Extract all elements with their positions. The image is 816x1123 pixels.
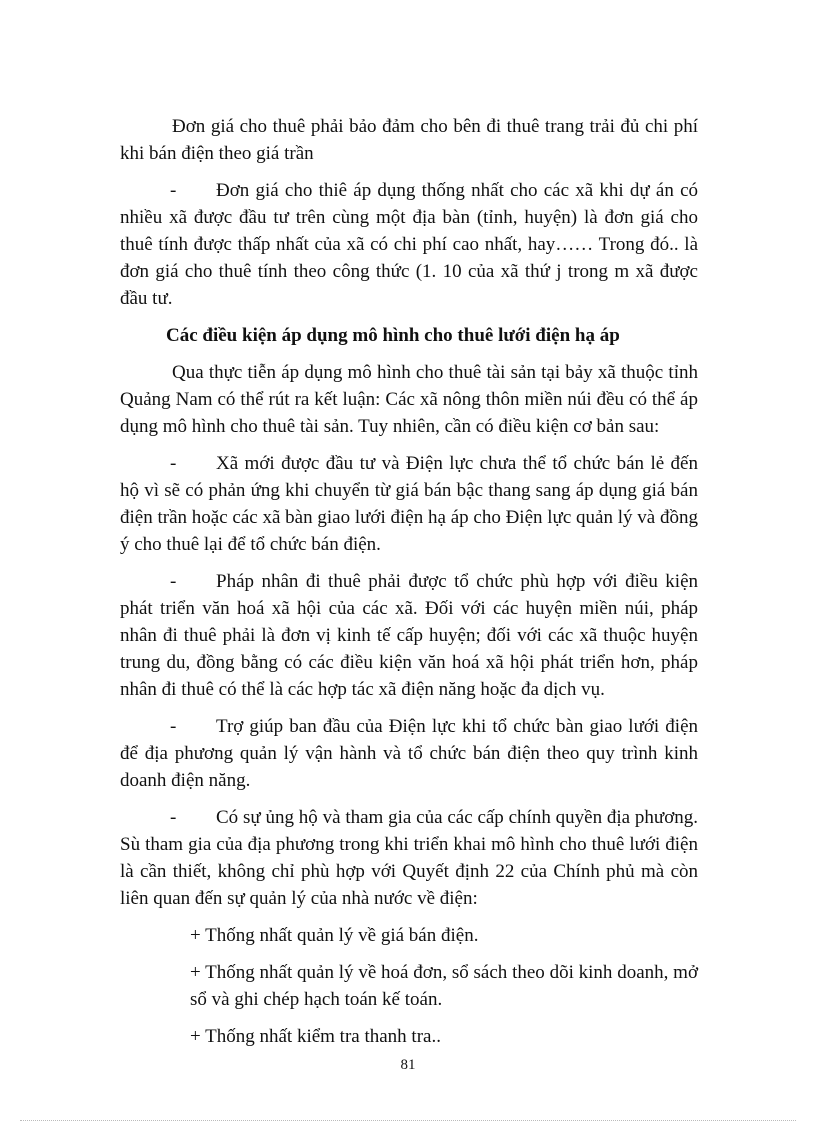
plus-item-inspection: + Thống nhất kiểm tra thanh tra..	[190, 1026, 441, 1047]
page-bottom-divider	[20, 1120, 796, 1121]
bullet-text: Pháp nhân đi thuê phải được tổ chức phù hợp với điều kiện phát triển văn hoá xã hội của các xã. Đối với các huyện miền núi, pháp nhân đi thuê phải là đơn vị kinh tế cấp huyện; đối với các xã thuộc huyện trung du, đồng bằng có các điều kiện văn hoá xã hội phát triển hơn, pháp nhân đi thuê có thể là các hợp tác xã điện năng hoặc đa dịch vụ.	[120, 571, 698, 700]
bullet-dash: -	[170, 453, 177, 474]
page-number: 81	[400, 1057, 416, 1073]
bullet-dash: -	[170, 180, 177, 201]
bullet-item-legal-entity	[120, 568, 698, 703]
bullet-dash: -	[170, 807, 177, 828]
bullet-text: Xã mới được đầu tư và Điện lực chưa thể tổ chức bán lẻ đến hộ vì sẽ có phản ứng khi chuyển từ giá bán bậc thang sang áp dụng giá bán điện trần hoặc các xã bàn giao lưới điện hạ áp cho Điện lực quản lý và đồng ý cho thuê lại để tổ chức bán điện.	[120, 453, 698, 555]
bullet-text: Đơn giá cho thiê áp dụng thống nhất cho các xã khi dự án có nhiều xã được đầu tư trên cùng một địa bàn (tỉnh, huyện) là đơn giá cho thuê tính được thấp nhất của xã có chi phí cao nhất, hay…… Trong đó.. là đơn giá cho thuê tính theo công thức (1. 10 của xã thứ j trong m xã được đầu tư.	[120, 180, 698, 309]
paragraph-practice: Qua thực tiễn áp dụng mô hình cho thuê tài sản tại bảy xã thuộc tỉnh Quảng Nam có thể rút ra kết luận: Các xã nông thôn miền núi đều có thể áp dụng mô hình cho thuê tài sản. Tuy nhiên, cần có điều kiện cơ bản sau:	[120, 362, 698, 437]
bullet-item-local-government	[120, 804, 698, 912]
bullet-text: Có sự ủng hộ và tham gia của các cấp chính quyền địa phương. Sù tham gia của địa phương trong khi triển khai mô hình cho thuê lưới điện là cần thiết, không chỉ phù hợp với Quyết định 22 của Chính phủ mà còn liên quan đến sự quản lý của nhà nước về điện:	[120, 807, 698, 909]
section-heading: Các điều kiện áp dụng mô hình cho thuê lưới điện hạ áp	[166, 325, 620, 346]
paragraph-unit-price: Đơn giá cho thuê phải bảo đảm cho bên đi thuê trang trải đủ chi phí khi bán điện theo giá trần	[120, 116, 698, 164]
bullet-item-uniform-price	[120, 177, 698, 312]
bullet-dash: -	[170, 716, 177, 737]
page-body	[120, 113, 698, 1060]
bullet-item-initial-support	[120, 713, 698, 794]
bullet-text: Trợ giúp ban đầu của Điện lực khi tổ chức bàn giao lưới điện để địa phương quản lý vận hành và tổ chức bán điện theo quy trình kinh doanh điện năng.	[120, 716, 698, 791]
plus-item-invoice: + Thống nhất quản lý về hoá đơn, sổ sách theo dõi kinh doanh, mở sổ và ghi chép hạch toán kế toán.	[190, 962, 698, 1010]
bullet-dash: -	[170, 571, 177, 592]
bullet-item-new-communes	[120, 450, 698, 558]
plus-item-price: + Thống nhất quản lý về giá bán điện.	[190, 925, 479, 946]
